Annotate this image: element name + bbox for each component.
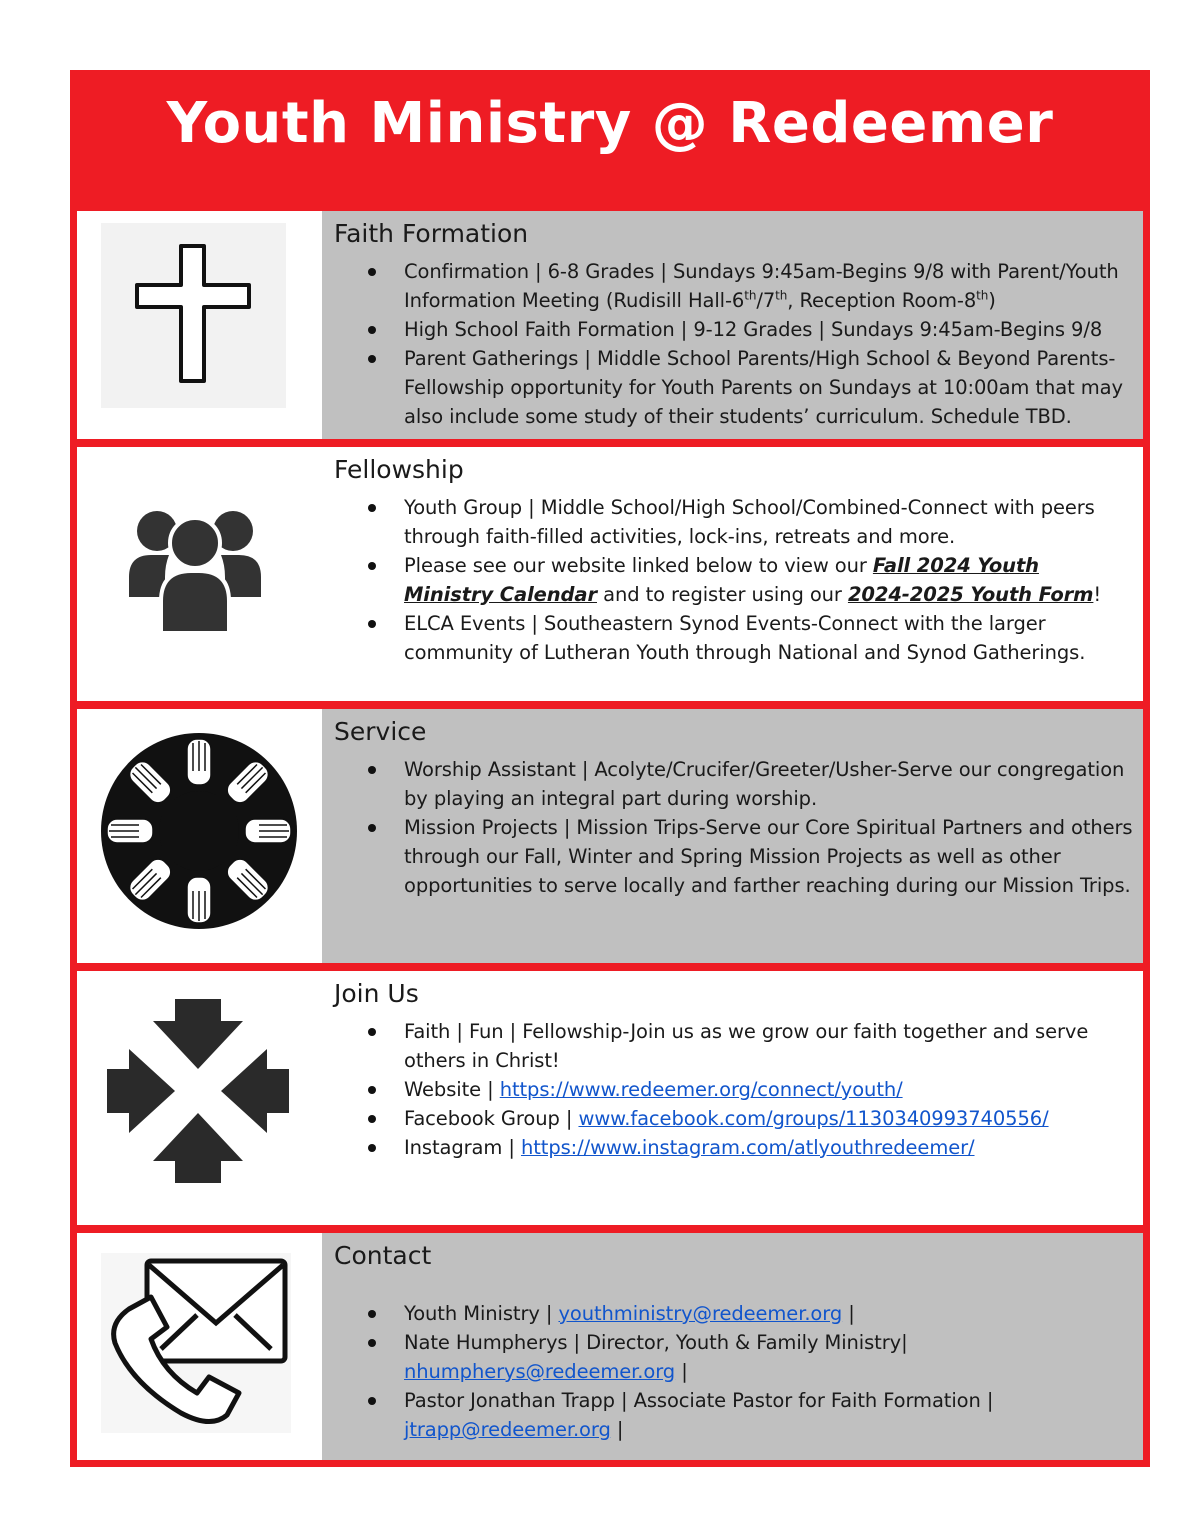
envelope-phone-icon	[101, 1253, 291, 1433]
section-title: Join Us	[334, 979, 419, 1008]
group-people-icon	[125, 505, 265, 635]
cross-icon	[101, 223, 286, 408]
section-title: Contact	[334, 1241, 432, 1270]
section-title: Service	[334, 717, 427, 746]
list-item: High School Faith Formation | 9-12 Grades | Sundays 9:45am-Begins 9/8	[368, 315, 1133, 344]
list-item: Parent Gatherings | Middle School Parents/High School & Beyond Parents-Fellowship opportunity for Youth Parents on Sundays at 10:00am that may also include some study of their students’ curriculum. Schedule TBD.	[368, 344, 1133, 431]
list-item: Facebook Group | www.facebook.com/groups/1130340993740556/	[368, 1104, 1133, 1133]
converging-arrows-icon	[103, 991, 293, 1191]
list-item: Nate Humpherys | Director, Youth & Family Ministry| nhumpherys@redeemer.org |	[368, 1328, 1133, 1386]
flyer-frame	[70, 70, 1150, 1467]
calendar-link[interactable]: Fall 2024 Youth Ministry Calendar	[404, 554, 1039, 606]
list-item: Worship Assistant | Acolyte/Crucifer/Greeter/Usher-Serve our congregation by playing an integral part during worship.	[368, 755, 1133, 813]
list-item: Pastor Jonathan Trapp | Associate Pastor for Faith Formation | jtrapp@redeemer.org |	[368, 1386, 1133, 1444]
list-item: Faith | Fun | Fellowship-Join us as we grow our faith together and serve others in Christ!	[368, 1017, 1133, 1075]
list-item: Mission Projects | Mission Trips-Serve our Core Spiritual Partners and others through our Fall, Winter and Spring Mission Projects as well as other opportunities to serve locally and farther reaching during our Mission Trips.	[368, 813, 1133, 900]
list-item: Confirmation | 6-8 Grades | Sundays 9:45am-Begins 9/8 with Parent/Youth Information Meeting (Rudisill Hall-6th/7th, Reception Room-8th)	[368, 257, 1133, 315]
list-item: Youth Ministry | youthministry@redeemer.org |	[368, 1299, 1133, 1328]
website-link[interactable]: https://www.redeemer.org/connect/youth/	[499, 1078, 903, 1101]
section-faith-formation	[77, 211, 1143, 439]
list-item: ELCA Events | Southeastern Synod Events-Connect with the larger community of Lutheran Youth through National and Synod Gatherings.	[368, 609, 1133, 667]
section-title: Fellowship	[334, 455, 464, 484]
section-title: Faith Formation	[334, 219, 529, 248]
list-item: Website | https://www.redeemer.org/connect/youth/	[368, 1075, 1133, 1104]
nhumpherys-email-link[interactable]: nhumpherys@redeemer.org	[404, 1360, 676, 1383]
list-item: Youth Group | Middle School/High School/Combined-Connect with peers through faith-filled activities, lock-ins, retreats and more.	[368, 493, 1133, 551]
jtrapp-email-link[interactable]: jtrapp@redeemer.org	[404, 1418, 611, 1441]
youthministry-email-link[interactable]: youthministry@redeemer.org	[558, 1302, 843, 1325]
helping-hands-circle-icon	[99, 731, 299, 931]
facebook-link[interactable]: www.facebook.com/groups/1130340993740556/	[578, 1107, 1049, 1130]
page-title: Youth Ministry @ Redeemer	[166, 91, 1054, 156]
section-service	[77, 709, 1143, 963]
section-join-us	[77, 971, 1143, 1225]
youth-form-link[interactable]: 2024-2025 Youth Form	[847, 583, 1094, 606]
section-fellowship	[77, 447, 1143, 701]
list-item: Instagram | https://www.instagram.com/atlyouthredeemer/	[368, 1133, 1133, 1162]
list-item: Please see our website linked below to view our Fall 2024 Youth Ministry Calendar and to register using our 2024-2025 Youth Form!	[368, 551, 1133, 609]
instagram-link[interactable]: https://www.instagram.com/atlyouthredeemer/	[520, 1136, 975, 1159]
section-contact	[77, 1233, 1143, 1460]
